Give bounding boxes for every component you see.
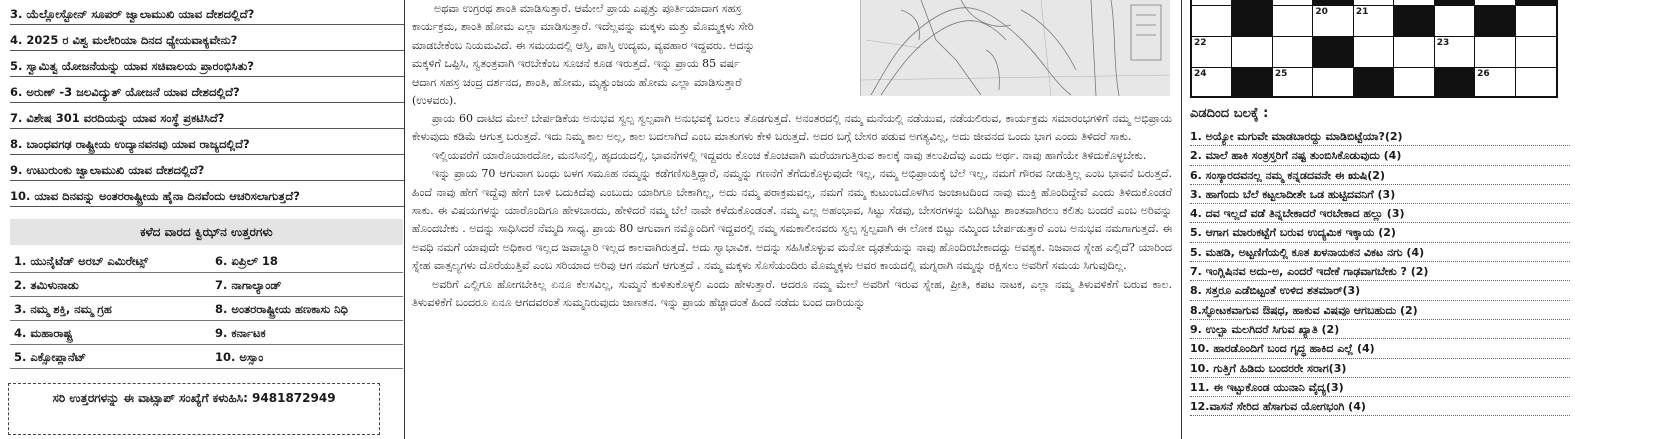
clue-item: 3. ಹಾಗೆಂದು ಬೆಲೆ ಕಟ್ಟಲಾದೀತೇ ಒಡ ಹುಟ್ಟಿದವನಿಗೆ (3) — [1190, 185, 1570, 204]
crossword-cell[interactable] — [1273, 6, 1313, 36]
crossword-row — [1192, 68, 1556, 98]
crossword-black-cell — [1394, 6, 1434, 36]
clue-item: 9. ಉಲ್ಟಾ ಮಲಗಿದರೆ ಸಿಗುವ ಖ್ಯಾತಿ (2) — [1190, 320, 1570, 339]
clue-item: 6. ಸಂಸ್ಕಾರದವನಲ್ಲ ನಮ್ಮ ಕನ್ನಡದವನೇ ಈ ಋಷಿ(2) — [1190, 166, 1570, 185]
article-line: ಮಕ್ಕಳಿಗೆ ಒಪ್ಪಿಸಿ, ಸ್ವತಂತ್ರವಾಗಿ ಇರಬೇಕೆಂಬ ಸೂಚನೆ ಕೂಡ ಇರುತ್ತದೆ. ಇನ್ನು ಪ್ರಾಯ 85 ವರ್ಷ — [412, 57, 740, 71]
crossword-cell[interactable] — [1192, 0, 1232, 5]
crossword-column — [1182, 0, 1664, 439]
answers-heading: ಕಳೆದ ವಾರದ ಕ್ವಿಝ್‌ನ ಉತ್ತರಗಳು — [10, 219, 403, 245]
crossword-black-cell — [1313, 0, 1353, 5]
crossword-cell[interactable] — [1313, 6, 1353, 36]
crossword-cell[interactable] — [1516, 68, 1556, 98]
clue-list — [1190, 127, 1570, 416]
clue-item: 1. ಅಯ್ಯೋ ಮಗುವೇ ಮಾಡಬಾರದ್ದು ಮಾಡಿಬಿಟ್ಟೆಯಾ?(2) — [1190, 127, 1570, 146]
answer-item: 3. ನಮ್ಮ ಶಕ್ತಿ, ನಮ್ಮ ಗ್ರಹ — [10, 297, 215, 321]
article-line: ಮಾಡಬೇಕೆಂಬ ನಿಯಮವಿದೆ. ಈ ಸಮಯದಲ್ಲಿ ಆಸ್ತಿ, ಪಾಸ್ತಿ ಉದ್ಯಮ, ವ್ಯವಹಾರ ಇದ್ದವರು. ಅದನ್ನು — [412, 38, 755, 52]
crossword-cell[interactable] — [1475, 68, 1515, 98]
whatsapp-text: ಸರಿ ಉತ್ತರಗಳನ್ನು ಈ ವಾಟ್ಸಾಪ್ ಸಂಖ್ಯೆಗೆ ಕಳುಹಿಸಿ: 9481872949 — [52, 391, 336, 405]
article-paragraph: ಅವರಿಗೆ ಎಲ್ಲಿಗೂ ಹೋಗಬೇಕಿಲ್ಲ ಏನೂ ಕೆಲಸವಿಲ್ಲ, ಸುಮ್ಮನೆ ಕುಳಿತುಕೊಳ್ಳಲಿ ಎಂದು ಹೇಳುತ್ತಾರೆ. ಆದರೂ ನಮ್ಮ ಮೇಲೆ ಅವರಿಗೆ ಇರುವ ಸ್ನೇಹ, ಪ್ರೀತಿ, ಕಪಟ ನಾಟಕ, ಎಲ್ಲಾ ನಮ್ಮ ತಿಳುವಳಿಕೆಗೆ ಬರುವ ಕಾಲ. ತಿಳುವಳಿಕೆಗೆ ಬಂದರೂ ಏನೂ ಆಗದವರಂತೆ ಸುಮ್ಮನಿರುವುದು ಜಾಣತನ. ಇನ್ನು ಪ್ರಾಯ ಹೆಚ್ಚಾದಂತೆ ಹಿಂದೆ ನಡೆದು ಬಂದ ದಾರಿಯನ್ನು — [412, 277, 1172, 310]
crossword-cell[interactable] — [1475, 37, 1515, 67]
illustration-sketch — [861, 0, 1170, 96]
crossword-cell-number: 23 — [1436, 38, 1450, 48]
crossword-row — [1192, 6, 1556, 37]
crossword-cell[interactable] — [1273, 37, 1313, 67]
crossword-cell[interactable] — [1435, 37, 1475, 67]
crossword-cell[interactable] — [1273, 0, 1313, 5]
crossword-cell[interactable] — [1394, 37, 1434, 67]
crossword-row — [1192, 37, 1556, 68]
crossword-black-cell — [1475, 6, 1515, 36]
article-body — [412, 110, 1172, 312]
crossword-black-cell — [1516, 0, 1556, 5]
crossword-black-cell — [1313, 37, 1353, 67]
clue-item: 7. ಇಂಗ್ಲಿಷಿನವ ಅದು-ಅ, ಎಂದರೆ ಇದೇಕೆ ಗಾಢವಾಗಬೇಕು ? (2) — [1190, 262, 1570, 281]
crossword-black-cell — [1232, 0, 1272, 5]
article-line: (ಉಳವರು). — [412, 94, 457, 108]
crossword-cell[interactable] — [1313, 68, 1353, 98]
article-line: ಅಥವಾ ಉಗ್ರರಥ ಶಾಂತಿ ಮಾಡಿಸುತ್ತಾರೆ. ಆಮೇಲೆ ಪ್ರಾಯ ಎಪ್ಪತ್ತು ಪೂರ್ತಿಯಾದಾಗ ಸಹಸ್ರ — [434, 2, 742, 15]
crossword-cell[interactable] — [1192, 68, 1232, 98]
quiz-question: 5. ಸ್ವಾಮಿತ್ವ ಯೋಜನೆಯನ್ನು ಯಾವ ಸಚಿವಾಲಯ ಪ್ರಾರಂಭಿಸಿತು? — [10, 51, 404, 77]
crossword-cell[interactable] — [1192, 37, 1232, 67]
answer-item: 9. ಕರ್ನಾಟಕ — [215, 321, 403, 345]
crossword-black-cell — [1232, 68, 1272, 98]
quiz-question: 8. ಬಾಂಧವಗಢ ರಾಷ್ಟ್ರೀಯ ಉದ್ಯಾನವನವು ಯಾವ ರಾಜ್ಯದಲ್ಲಿದೆ? — [10, 129, 404, 155]
answer-item: 10. ಅಸ್ಸಾಂ — [215, 345, 403, 369]
article-paragraph: ಇಲ್ಲಿಯವರೆಗೆ ಯಾರೊಯಾರದೋ, ಮನಸಿನಲ್ಲಿ, ಹೃದಯದಲ್ಲಿ, ಭಾವನೆಗಳಲ್ಲಿ ಇದ್ದವರು ಕೊಂಚ ಕೊಂಚವಾಗಿ ಮರೆಯಾಗುತ್ತಿರುವ ಕಾಲಕ್ಕೆ ನಾವು ತಲುಪಿದೆವು ಎಂದು ಅರ್ಥ. ನಾವು ಹಾಗೆಯೇ ತಿಳಿದುಕೊಳ್ಳಬೇಕು. — [432, 148, 1147, 162]
clue-item: 2. ಮಾಲೆ ಹಾಕಿ ಸಂತ್ರಸ್ತರಿಗೆ ನಷ್ಟ ತುಂಬಿಸಿಕೊಡುವುದು (4) — [1190, 146, 1570, 165]
clue-item: 11. ಈ ಇಟ್ಟುಕೊಂಡ ಯುನಾನಿ ವೈದ್ಯ(3) — [1190, 378, 1570, 397]
crossword-cell[interactable] — [1516, 37, 1556, 67]
crossword-cell-number: 21 — [1355, 7, 1369, 17]
clue-item: 8.ಸ್ಫೋಟಕವಾಗುವ ಔಷಧ, ಹಾಕುವ ವಿಷವೂ ಆಗಬಹುದು (2) — [1190, 301, 1570, 320]
crossword-black-cell — [1232, 6, 1272, 36]
quiz-question-list — [10, 0, 404, 207]
quiz-question: 9. ಉಟುರುಂಕು ಜ್ವಾಲಾಮುಖಿ ಯಾವ ದೇಶದಲ್ಲಿದೆ? — [10, 155, 404, 181]
quiz-question: 10. ಯಾವ ದಿನವನ್ನು ಅಂತರರಾಷ್ಟ್ರೀಯ ಹೈನಾ ದಿನವೆಂದು ಆಚರಿಸಲಾಗುತ್ತದೆ? — [10, 181, 404, 207]
crossword-black-cell — [1435, 68, 1475, 98]
crossword-cell-number: 24 — [1194, 69, 1207, 79]
crossword-cell-number: 20 — [1315, 7, 1328, 17]
clue-item: 12.ವಾಸನೆ ಸೇರಿದ ಹೆಸಾಗುವ ಯೋಗಭಂಗಿ (4) — [1190, 397, 1570, 416]
crossword-cell-number: 25 — [1274, 69, 1288, 79]
crossword-cell[interactable] — [1273, 68, 1313, 98]
answer-item: 4. ಮಹಾರಾಷ್ಟ್ರ — [10, 321, 215, 345]
article-paragraph: ಇನ್ನು ಪ್ರಾಯ 70 ಆಗುವಾಗ ಬಂಧು ಬಳಗ ಸಮೂಹ ನಮ್ಮನ್ನು ಕಡೆಗಣಿಸುತ್ತಿದ್ದಾರೆ, ನಮ್ಮನ್ನು ಗಣನೆಗೆ ತೆಗೆದುಕೊಳ್ಳುವುದೇ ಇಲ್ಲ, ನಮ್ಮ ಅಭಿಪ್ರಾಯಕ್ಕೆ ಬೆಲೆ ಇಲ್ಲ, ನಮಗೆ ಗೌರವ ನೀಡುತ್ತಿಲ್ಲ ಎಂಬ ಭಾವನೆ ಬರುತ್ತದೆ. ಹಿಂದೆ ನಾವು ಹೇಗೆ ಇದ್ದೆವು ಹೇಗೆ ಬಾಳಿ ಬದುಕಿದೆವು ಎಂಬುದು ಯಾರಿಗೂ ಬೇಕಾಗಿಲ್ಲ, ಅದು ನಮ್ಮ ಪರಾಕ್ರಮವಲ್ಲ, ನಮಗೆ ನಮ್ಮ ಕುಟುಂಬದೊಳಗಿನ ಜಂಜಾಟದಿಂದ ನಾವು ಮುಕ್ತಿ ಹೊಂದಿದ್ದೇವೆ ಎಂದು ತಿಳಿದುಕೊಂಡರೆ ಸಾಕು. ಈ ವಿಷಯಗಳನ್ನು ಯಾರೊಂದಿಗೂ ಹೇಳಬಾರದು, ಹೇಳಿದರೆ ನಮ್ಮ ಬೆಲೆ ನಾವೇ ಕಳೆದುಕೊಂಡಂತೆ. ನಮ್ಮ ಎಲ್ಲ ಅಹಂಭಾವ, ಸಿಟ್ಟು ಸೆಡವು, ಬೇಸರಗಳನ್ನು ಬದಿಗಿಟ್ಟು ಶಾಂತವಾಗಿರಲು ಕಲಿತು ಬಂದರೆ ಎಂಬ ಅರಿವನ್ನು ಹೊಂದಬೇಕು . ಅದನ್ನು ಸಾಧಿಸಿದರೆ ನೆಮ್ಮದಿ ಸಾಧ್ಯ. ಪ್ರಾಯ 80 ಆಗುವಾಗ ನಮ್ಮೊಂದಿಗೆ ಇದ್ದವರಲ್ಲಿ ನಮ್ಮ ಸಮಕಾಲೀನವರು ಸ್ವಲ್ಪ ಸ್ವಲ್ಪವಾಗಿ ಈ ಲೋಕ ಬಿಟ್ಟು ನಮ್ಮಿಂದ ಬೇರ್ಪಡುತ್ತಾರೆ ಎಂಬ ಅನುಭವ ನಮಗಾಗುತ್ತದೆ. ಈ ಅವಧಿ ನಮಗೆ ಯಾವುದೇ ಅಧಿಕಾರ ಇಲ್ಲದ ಜವಾಬ್ದಾರಿ ಇಲ್ಲದ ಕಾಲವಾಗಿರುತ್ತದೆ. ಅದು ಸ್ವಾಭಾವಿಕ. ಅದನ್ನು ಸಹಿಸಿಕೊಳ್ಳುವ ಮನೋ ದೃಢತೆಯನ್ನು ನಾವು ಹೊಂದಿರಬೇಕಾದದ್ದು ಅವಶ್ಯಕ. ನಿಜವಾದ ಸ್ನೇಹ ಎಲ್ಲಿದೆ? ಯಾರಿಂದ ಸ್ನೇಹ ವಾತ್ಸಲ್ಯಗಳು ದೊರೆಯುತ್ತಿವೆ ಎಂಬ ಸರಿಯಾದ ಅರಿವು ಆಗ ನಮಗೆ ಆಗುತ್ತದೆ . ನಮ್ಮ ಮಕ್ಕಳು ಸೊಸೆಯಂದಿರು ಮೊಮ್ಮಕ್ಕಳು ಅವರ ಕಾಯದಲ್ಲಿ ಮಗ್ನರಾಗಿ ನಮ್ಮನ್ನು ರಕ್ಷಿಸಲು ಅವರಿಗೆ ಸಮಯ ಸಿಗುವುದಿಲ್ಲ. — [412, 167, 1172, 273]
quiz-question: 6. ಅರುಣ್ -3 ಜಲವಿದ್ಯುತ್ ಯೋಜನೆ ಯಾವ ದೇಶದಲ್ಲಿದೆ? — [10, 77, 404, 103]
crossword-cell-number: 26 — [1477, 69, 1490, 79]
crossword-cell[interactable] — [1475, 0, 1515, 5]
clue-item: 10. ಹಾರಡೊಂದಿಗೆ ಬಂದ ಗೃದ್ಧ ಹಾಕಿದ ಎಲ್ಲೆ (4) — [1190, 339, 1570, 358]
clue-item: 5. ಮಹಡಿ, ಅಟ್ಟಣಿಗೆಯಲ್ಲಿ ಕೂತ ಖಳನಾಯಕನ ವಿಕಟ ನಗು (4) — [1190, 243, 1570, 262]
article-column — [404, 0, 1179, 439]
crossword-cell[interactable] — [1354, 37, 1394, 67]
crossword-grid — [1190, 0, 1558, 98]
clue-item: 10. ಗುತ್ತಿಗೆ ಹಿಡಿದು ಬಂದರರೇ ಸರಾಗ(3) — [1190, 359, 1570, 378]
clue-item: 8. ಸತ್ತರೂ ಎಡೆಬಿಟ್ಟಂತೆ ಉಳಿದ ಶತಮಾರ್(3) — [1190, 281, 1570, 300]
answer-item: 8. ಅಂತರರಾಷ್ಟ್ರೀಯ ಹಣಕಾಸು ನಿಧಿ — [215, 297, 403, 321]
crossword-cell[interactable] — [1516, 6, 1556, 36]
quiz-question: 4. 2025 ರ ವಿಶ್ವ ಮಲೇರಿಯಾ ದಿನದ ಧ್ಯೇಯವಾಕ್ಯವೇನು? — [10, 25, 404, 51]
clue-item: 4. ದವ ಇಲ್ಲದೆ ವಡೆ ತಿನ್ನಬೇಕಾದರೆ ಇರಬೇಕಾದ ಹಲ್ಲು (3) — [1190, 204, 1570, 223]
crossword-black-cell — [1435, 0, 1475, 5]
article-line: ಆದಾಗ ಸಹಸ್ರ ಚಂದ್ರ ದರ್ಶನದ, ಶಾಂತಿ, ಹೋಮ, ಮೃತ್ಯುಂಜಯ ಹೋಮ ಎಲ್ಲಾ ಮಾಡಿಸುತ್ತಾರೆ — [412, 75, 742, 89]
clues-heading: ಎಡದಿಂದ ಬಲಕ್ಕೆ : — [1190, 106, 1269, 121]
quiz-question: 7. ವಿಶೇಷ 301 ವರದಿಯನ್ನು ಯಾವ ಸಂಸ್ಥೆ ಪ್ರಕಟಿಸಿದೆ? — [10, 103, 404, 129]
quiz-column — [0, 0, 404, 439]
answer-item: 7. ನಾಗಾಲ್ಯಾಂಡ್ — [215, 273, 403, 297]
crossword-cell[interactable] — [1192, 6, 1232, 36]
answer-item: 1. ಯುನೈಟೆಡ್ ಅರಬ್ ಎಮಿರೇಟ್ಸ್ — [10, 249, 215, 273]
answers-grid — [10, 249, 404, 369]
answer-item: 6. ಏಪ್ರಿಲ್ 18 — [215, 249, 403, 273]
clue-item: 5. ಆಗಾಗ ಮಾರುಕಟ್ಟೆಗೆ ಬರುವ ಉದ್ಯಮಿಕ ಇಕ್ಕಾಯ (2) — [1190, 223, 1570, 242]
whatsapp-notice — [8, 383, 380, 435]
article-illustration — [860, 0, 1170, 96]
article-intro — [412, 0, 858, 110]
answer-item: 2. ತಮಿಳುನಾಡು — [10, 273, 215, 297]
article-paragraph: ಪ್ರಾಯ 60 ದಾಟಿದ ಮೇಲೆ ಬೇರ್ಪಡಿಕೆಯ ಅನುಭವ ಸ್ವಲ್ಪ ಸ್ವಲ್ಪವಾಗಿ ಅನುಭವಕ್ಕೆ ಬರಲು ತೊಡಗುತ್ತದೆ. ಅನಂತರದಲ್ಲಿ ನಮ್ಮ ಮನೆಯಲ್ಲಿ ನಡೆಯುವ, ನಡೆಯಲಿರುವ, ಕಾರ್ಯಕ್ರಮ ಸಮಾರಂಭಗಳಿಗೆ ನಮ್ಮ ಅಭಿಪ್ರಾಯ ಕೇಳುವುದು ಕಡಿಮೆ ಆಗುತ್ತ ಬರುತ್ತದೆ. ಇದು ನಿಮ್ಮ ಕಾಲ ಅಲ್ಲ, ಕಾಲ ಬದಲಾಗಿದೆ ಎಂಬ ಮಾತುಗಳು ಕೇಳಿ ಬರುತ್ತದೆ. ಅದರ ಬಗ್ಗೆ ಬೇಸರ ಪಡುವ ಅಗತ್ಯವಿಲ್ಲ, ಅದು ಜೀವನದ ಒಂದು ಭಾಗ ಎಂದು ತಿಳಿದರೆ ಸಾಕು. — [412, 112, 1172, 144]
crossword-cell-number: 22 — [1194, 38, 1207, 48]
crossword-cell[interactable] — [1354, 0, 1394, 5]
crossword-cell[interactable] — [1394, 0, 1434, 5]
crossword-cell[interactable] — [1232, 37, 1272, 67]
answer-item: 5. ಎಕ್ಸೋಪ್ಲಾನೆಟ್ — [10, 345, 215, 369]
crossword-cell[interactable] — [1394, 68, 1434, 98]
crossword-black-cell — [1354, 68, 1394, 98]
crossword-cell[interactable] — [1354, 6, 1394, 36]
article-line: ಕಾರ್ಯಕ್ರಮ, ಶಾಂತಿ ಹೋಮ ಎಲ್ಲಾ ಮಾಡಿಸುತ್ತಾರೆ. ಇದೆಲ್ಲವನ್ನು ಮಕ್ಕಳು ಮತ್ತು ಮೊಮ್ಮಕ್ಕಳು ಸೇರಿ — [412, 20, 754, 34]
quiz-question: 3. ಯೆಲ್ಲೋಸ್ಟೋನ್ ಸೂಪರ್ ಜ್ವಾಲಾಮುಖಿ ಯಾವ ದೇಶದಲ್ಲಿದೆ? — [10, 0, 404, 25]
crossword-cell[interactable] — [1435, 6, 1475, 36]
